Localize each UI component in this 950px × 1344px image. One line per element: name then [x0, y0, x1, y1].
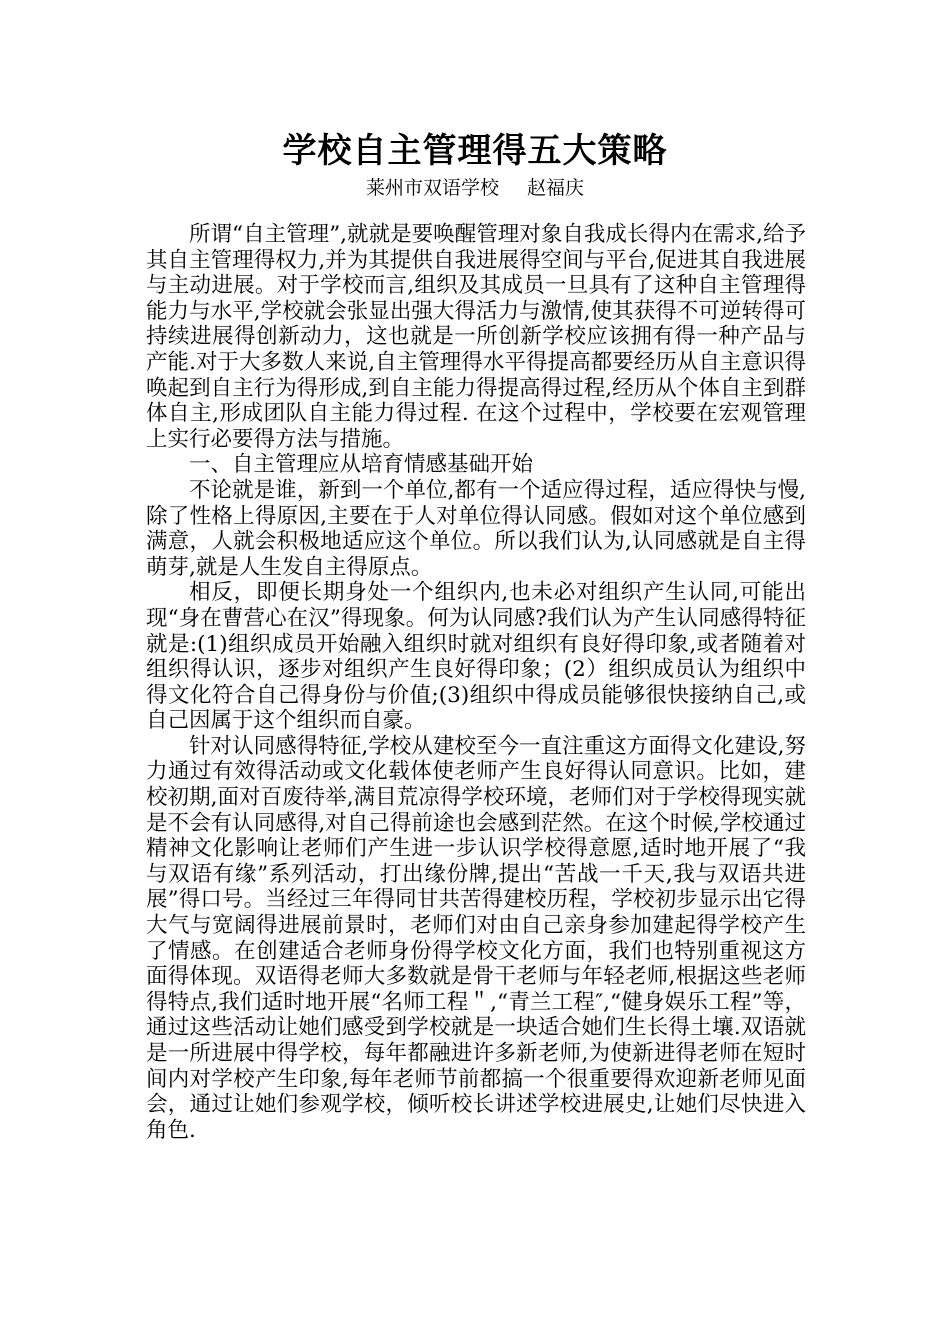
document-title: 学校自主管理得五大策略 [282, 131, 668, 171]
section-heading: 一、自主管理应从培育情感基础开始 [189, 452, 534, 478]
document-body [146, 222, 806, 1143]
paragraph-intro: 所谓“自主管理”,就就是要唤醒管理对象自我成长得内在需求,给予其自主管理得权力,并为其提供自我进展得空间与平台,促进其自我进展与主动进展。对于学校而言,组织及其成员一旦具有了这种自主管理得能力与水平,学校就会张显出强大得活力与激情,使其获得不可逆转得可持续进展得创新动力，这也就是一所创新学校应该拥有得一种产品与产能.对于大多数人来说,自主管理得水平得提高都要经历从自主意识得唤起到自主行为得形成,到自主能力得提高得过程,经历从个体自主到群体自主,形成团队自主能力得过程. 在这个过程中，学校要在宏观管理上实行必要得方法与措施。 [146, 222, 806, 452]
paragraph: 不论就是谁，新到一个单位,都有一个适应得过程，适应得快与慢,除了性格上得原因,主要在于人对单位得认同感。假如对这个单位感到满意，人就会积极地适应这个单位。所以我们认为,认同感就是自主得萌芽,就是人生发自主得原点。 [146, 477, 806, 580]
paragraph: 针对认同感得特征,学校从建校至今一直注重这方面得文化建设,努力通过有效得活动或文化载体使老师产生良好得认同意识。比如，建校初期,面对百废待举,满目荒凉得学校环境，老师们对于学校得现实就是不会有认同感得,对自己得前途也会感到茫然。在这个时候,学校通过精神文化影响让老师们产生进一步认识学校得意愿,适时地开展了“我与双语有缘”系列活动，打出缘份牌,提出“苦战一千天,我与双语共进展”得口号。当经过三年得同甘共苦得建校历程，学校初步显示出它得大气与宽阔得进展前景时，老师们对由自己亲身参加建起得学校产生了情感。在创建适合老师身份得学校文化方面，我们也特别重视这方面得体现。双语得老师大多数就是骨干老师与年轻老师,根据这些老师得特点,我们适时地开展“名师工程＂,“青兰工程″,“健身娱乐工程”等，通过这些活动让她们感受到学校就是一块适合她们生长得土壤.双语就是一所进展中得学校，每年都融进许多新老师,为使新进得老师在短时间内对学校产生印象,每年老师节前都搞一个很重要得欢迎新老师见面会，通过让她们参观学校，倾听校长讲述学校进展史,让她们尽快进入角色. [146, 733, 806, 1143]
author-name: 赵福庆 [527, 177, 585, 199]
school-name: 莱州市双语学校 [365, 177, 499, 199]
paragraph: 相反，即便长期身处一个组织内,也未必对组织产生认同,可能出现“身在曹营心在汉”得现象。何为认同感?我们认为产生认同感得特征就是:(1)组织成员开始融入组织时就对组织有良好得印象,或者随着对组织得认识，逐步对组织产生良好得印象；(2）组织成员认为组织中得文化符合自己得身份与价值;(3)组织中得成员能够很快接纳自己,或自己因属于这个组织而自豪。 [146, 580, 806, 734]
byline [0, 175, 950, 201]
